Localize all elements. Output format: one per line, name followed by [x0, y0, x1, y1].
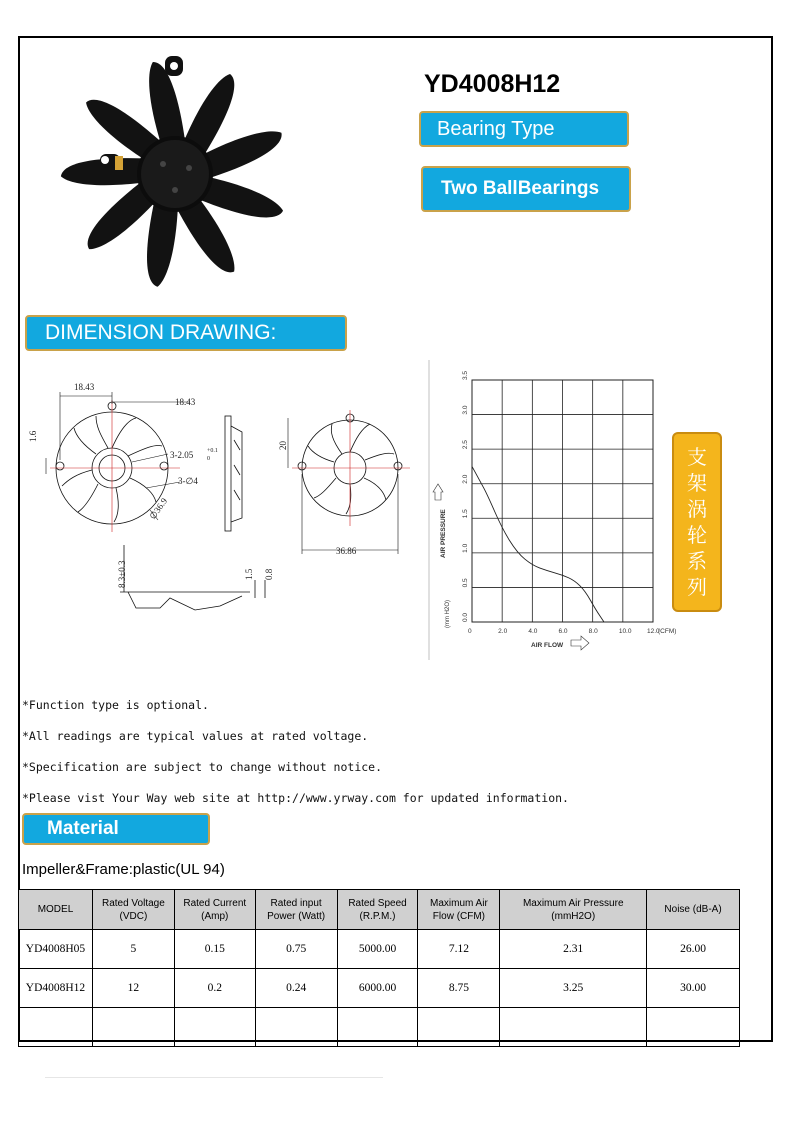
note-function-type: *Function type is optional. [22, 698, 209, 712]
dimension-drawing-header [25, 315, 347, 351]
dim-18-43-b: 18.43 [175, 397, 196, 407]
cell: YD4008H05 [19, 930, 93, 969]
table-row [19, 930, 740, 969]
dim-1-6: 1.6 [28, 430, 38, 442]
note-typical-values: *All readings are typical values at rated voltage. [22, 729, 369, 743]
cell: 6000.00 [337, 969, 418, 1008]
cell [337, 1008, 418, 1047]
cell: 0.24 [255, 969, 337, 1008]
x-axis-label: AIR FLOW [531, 642, 564, 649]
x-tick-labels [468, 628, 660, 635]
dim-hole: 3-2.05 [170, 450, 194, 460]
x-tick-label: 10.0 [618, 628, 632, 635]
dim-hole-tol: +0.1 [207, 448, 218, 454]
series-line-pq [472, 466, 604, 622]
cell: 0.75 [255, 930, 337, 969]
y-tick-label: 1.0 [462, 543, 469, 553]
note-change-notice: *Specification are subject to change without notice. [22, 760, 383, 774]
x-tick-label: 0 [468, 628, 472, 635]
cn-char-6: 列 [687, 575, 707, 599]
bearing-type-text: Bearing Type [437, 117, 555, 140]
col-rated-speed: Rated Speed (R.P.M.) [337, 890, 418, 930]
cell: 2.31 [500, 930, 647, 969]
y-tick-label: 2.5 [462, 440, 469, 450]
bracket-turbo-series-badge [672, 432, 722, 612]
table-row [19, 1008, 740, 1047]
fan-photo [55, 62, 285, 287]
cell: 5 [92, 930, 174, 969]
spec-table [18, 889, 740, 1047]
dim-20: 20 [278, 441, 288, 450]
col-max-air-flow: Maximum Air Flow (CFM) [418, 890, 500, 930]
y-tick-label: 3.5 [462, 370, 469, 380]
y-axis-unit: (mm H2O) [445, 600, 451, 628]
y-arrow-icon [433, 484, 443, 500]
dim-1-5: 1.5 [244, 568, 254, 580]
cell [500, 1008, 647, 1047]
col-rated-current: Rated Current (Amp) [174, 890, 255, 930]
footer-rule [45, 1077, 383, 1078]
material-text: Impeller&Frame:plastic(UL 94) [22, 861, 225, 878]
x-tick-label: 4.0 [528, 628, 538, 635]
col-max-air-pressure: Maximum Air Pressure (mmH2O) [500, 890, 647, 930]
col-noise: Noise (dB-A) [647, 890, 740, 930]
dim-18-43-a: 18.43 [74, 382, 95, 392]
col-rated-power: Rated input Power (Watt) [255, 890, 337, 930]
x-axis-unit: (CFM) [658, 628, 677, 635]
material-header [22, 813, 210, 845]
cell: 5000.00 [337, 930, 418, 969]
cell: 3.25 [500, 969, 647, 1008]
cn-char-4: 轮 [687, 523, 707, 547]
cn-char-1: 支 [687, 445, 707, 469]
chart-grid [472, 380, 653, 622]
cn-char-2: 架 [687, 471, 707, 495]
dim-dia: ∅36.9 [147, 496, 170, 522]
cell [19, 1008, 93, 1047]
cell: YD4008H12 [19, 969, 93, 1008]
note-website: *Please vist Your Way web site at http://www.yrway.com for updated information. [22, 791, 569, 805]
y-tick-label: 0.0 [462, 612, 469, 622]
dim-thickness: 8.3±0.3 [117, 560, 127, 588]
y-tick-label: 1.5 [462, 509, 469, 519]
dim-0-8: 0.8 [264, 568, 274, 580]
y-tick-label: 3.0 [462, 405, 469, 415]
cn-char-3: 涡 [687, 497, 707, 521]
cell [255, 1008, 337, 1047]
table-header-row [19, 890, 740, 930]
model-title: YD4008H12 [424, 70, 561, 98]
cell: 30.00 [647, 969, 740, 1008]
x-tick-label: 2.0 [498, 628, 508, 635]
table-row [19, 969, 740, 1008]
dim-36-86: 36.86 [336, 546, 357, 556]
cn-char-5: 系 [687, 549, 707, 573]
x-arrow-icon [571, 636, 589, 650]
cell [174, 1008, 255, 1047]
cell: 8.75 [418, 969, 500, 1008]
dim-hole-tol2: 0 [207, 456, 210, 462]
y-axis-label: AIR PRESSURE [440, 509, 447, 558]
x-tick-label: 6.0 [558, 628, 568, 635]
cell: 0.2 [174, 969, 255, 1008]
dim-3-d4: 3-∅4 [178, 476, 198, 486]
y-tick-label: 2.0 [462, 474, 469, 484]
y-tick-label: 0.5 [462, 578, 469, 588]
col-rated-voltage: Rated Voltage (VDC) [92, 890, 174, 930]
x-tick-label: 8.0 [588, 628, 598, 635]
cell: 7.12 [418, 930, 500, 969]
y-tick-labels [462, 371, 469, 622]
bearing-type-label [419, 111, 629, 147]
x-tick-label: 12.0 [647, 628, 660, 635]
bearing-value [421, 166, 631, 212]
cell [647, 1008, 740, 1047]
dimension-drawings [20, 370, 420, 640]
cell [92, 1008, 174, 1047]
col-model: MODEL [19, 890, 93, 930]
material-header-text: Material [47, 818, 119, 839]
cell: 26.00 [647, 930, 740, 969]
dimension-drawing-text: DIMENSION DRAWING: [45, 321, 277, 344]
cell [418, 1008, 500, 1047]
bearing-value-text: Two BallBearings [441, 178, 600, 199]
pq-chart [425, 360, 677, 660]
cell: 12 [92, 969, 174, 1008]
cell: 0.15 [174, 930, 255, 969]
